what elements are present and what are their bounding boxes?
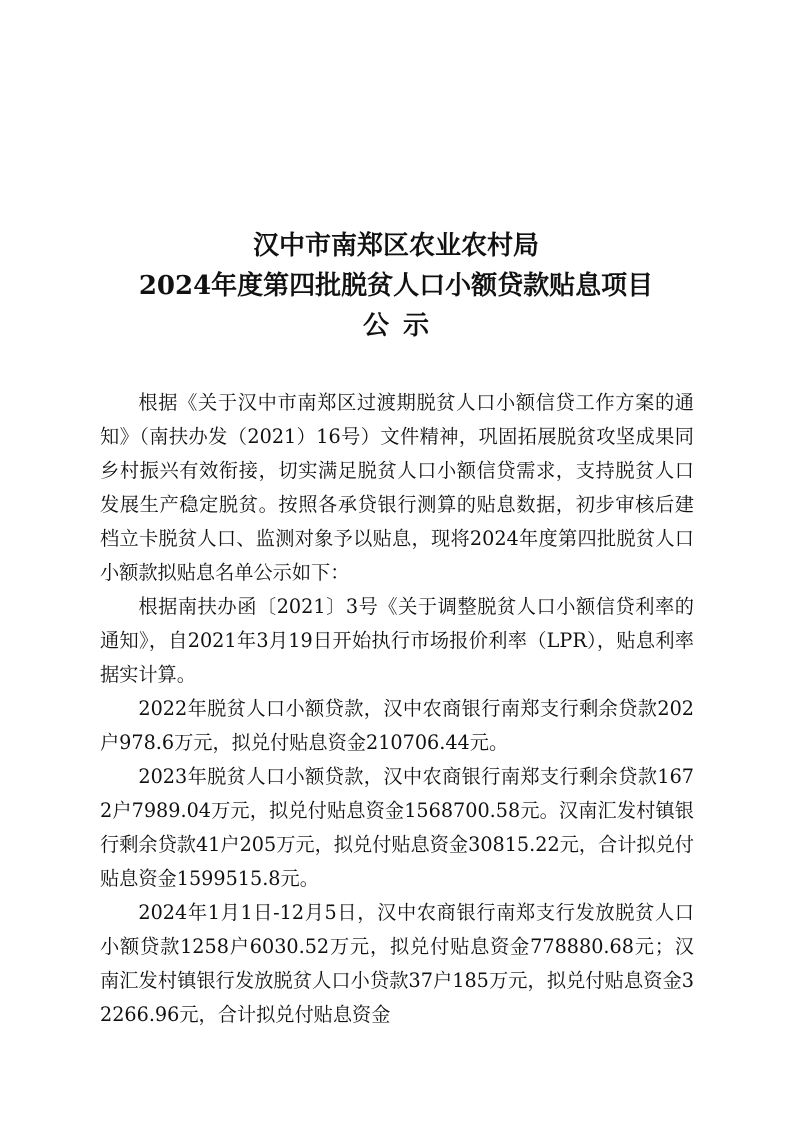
issuer-title: 汉中市南郑区农业农村局: [252, 231, 539, 261]
notice-heading: 公示: [362, 311, 443, 341]
project-title: 2024年度第四批脱贫人口小额贷款贴息项目: [138, 271, 654, 301]
paragraph-2024-loans: 2024年1月1日-12月5日，汉中农商银行南郑支行发放脱贫人口小额贷款1258户6030.52万元，拟兑付贴息资金778880.68元；汉南汇发村镇银行发放脱贫人口小贷款37户185万元，拟兑付贴息资金32266.96元，合计拟兑付贴息资金: [100, 901, 694, 1026]
paragraph-interest-rate: 根据南扶办函〔2021〕3号《关于调整脱贫人口小额信贷利率的通知》，自2021年3月19日开始执行市场报价利率（LPR），贴息利率据实计算。: [100, 595, 694, 686]
paragraph-2023-loans: 2023年脱贫人口小额贷款，汉中农商银行南郑支行剩余贷款1672户7989.04万元，拟兑付贴息资金1568700.58元。汉南汇发村镇银行剩余贷款41户205万元，拟兑付贴息资金30815.22元，合计拟兑付贴息资金1599515.8元。: [100, 765, 694, 890]
paragraph-policy-basis: 根据《关于汉中市南郑区过渡期脱贫人口小额信贷工作方案的通知》（南扶办发（2021）16号）文件精神，巩固拓展脱贫攻坚成果同乡村振兴有效衔接，切实满足脱贫人口小额信贷需求，支持脱贫人口发展生产稳定脱贫。按照各承贷银行测算的贴息数据，初步审核后建档立卡脱贫人口、监测对象予以贴息，现将2024年度第四批脱贫人口小额款拟贴息名单公示如下：: [100, 391, 694, 584]
document-title: [0, 226, 792, 346]
document-body: [100, 386, 694, 1032]
paragraph-2022-loans: 2022年脱贫人口小额贷款，汉中农商银行南郑支行剩余贷款202户978.6万元，拟兑付贴息资金210706.44元。: [100, 697, 694, 754]
